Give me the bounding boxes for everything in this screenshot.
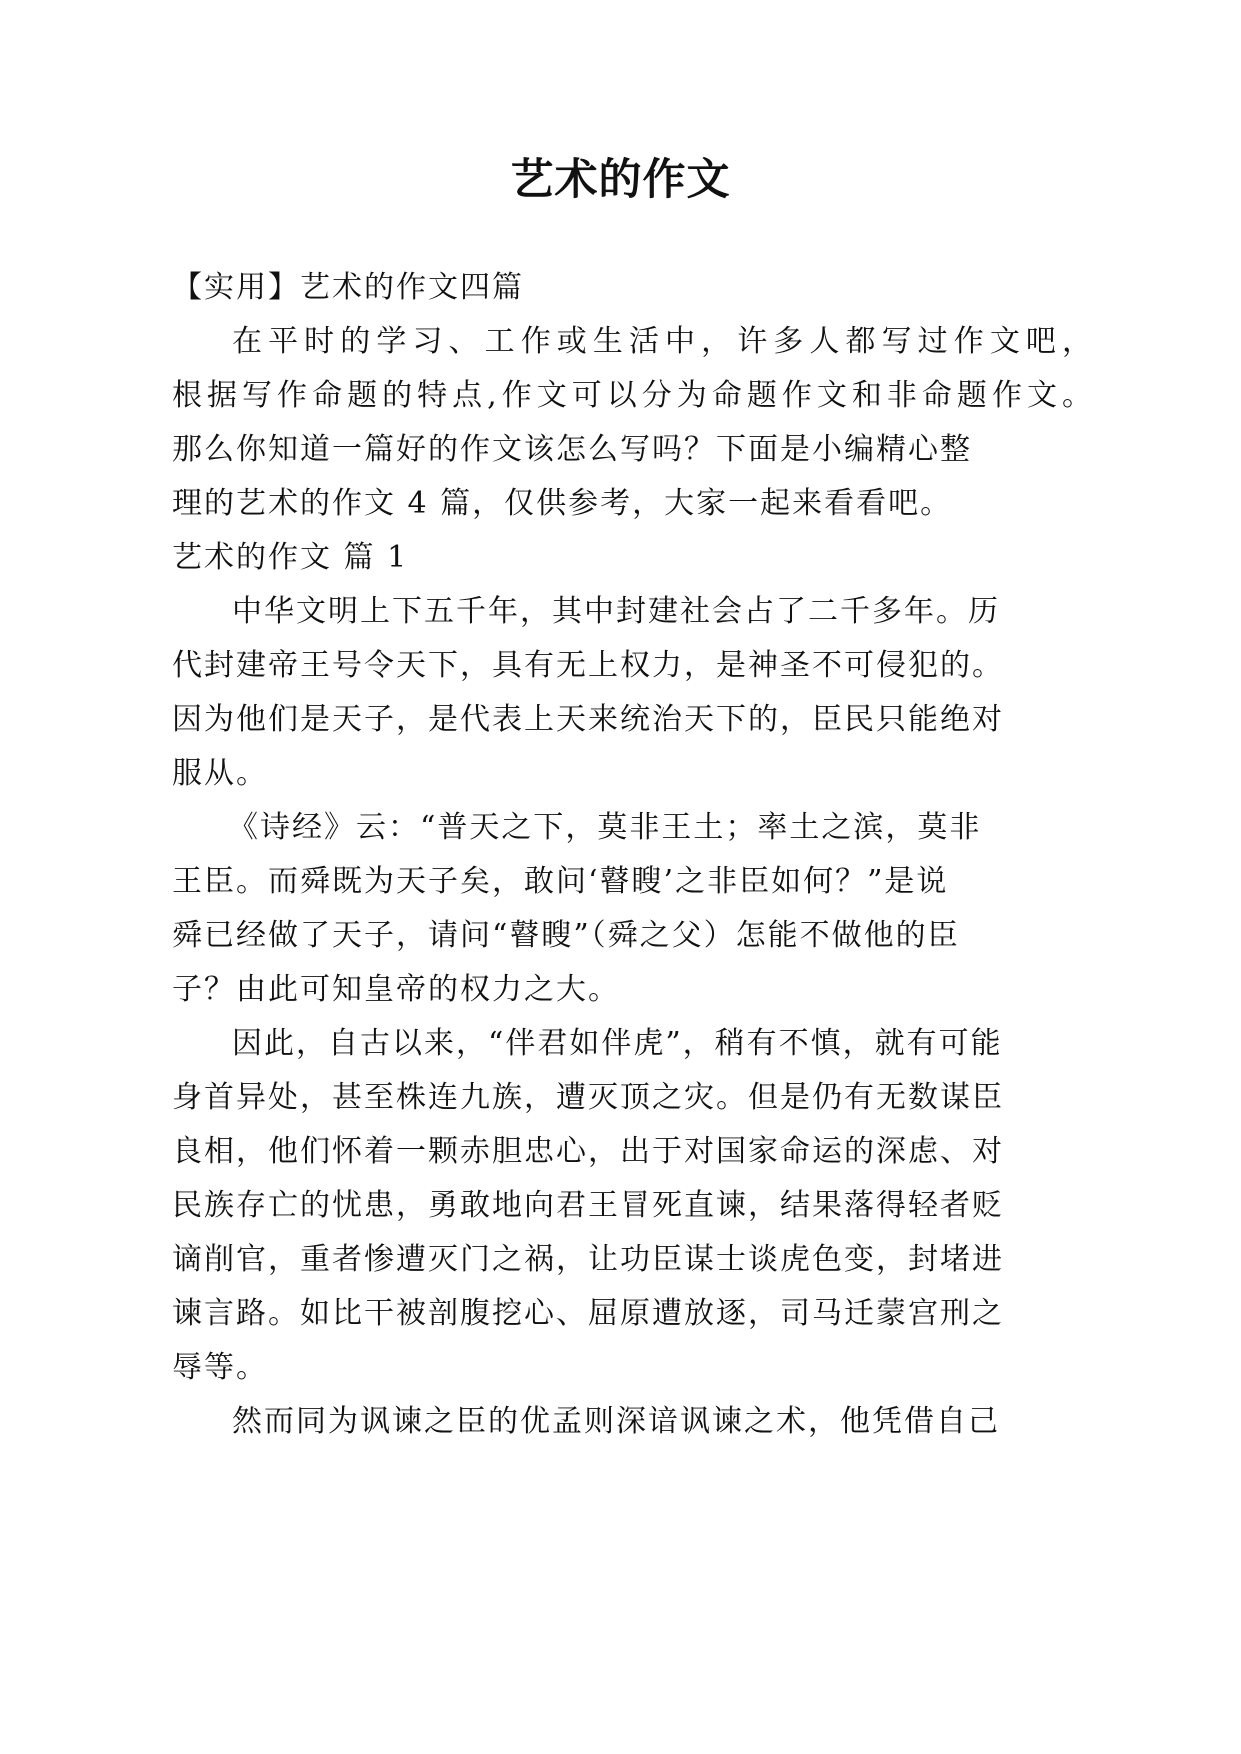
paragraph-line: 王臣。而舜既为天子矣，敢问‘瞽瞍’之非臣如何？”是说: [172, 864, 949, 899]
paragraph-line: 子？由此可知皇帝的权力之大。: [172, 972, 620, 1007]
paragraph-line: 辱等。: [172, 1350, 268, 1385]
intro-line: 在平时的学习、工作或生活中，许多人都写过作文吧，: [232, 324, 1094, 359]
intro-line: 根据写作命题的特点,作文可以分为命题作文和非命题作文。: [172, 378, 1094, 413]
paragraph-line: 舜已经做了天子，请问“瞽瞍”（舜之父）怎能不做他的臣: [172, 918, 960, 953]
intro-line: 那么你知道一篇好的作文该怎么写吗？下面是小编精心整: [172, 432, 972, 467]
paragraph-line: 然而同为讽谏之臣的优孟则深谙讽谏之术，他凭借自己: [232, 1404, 1000, 1439]
paragraph-line: 服从。: [172, 756, 268, 791]
paragraph-line: 谪削官，重者惨遭灭门之祸，让功臣谋士谈虎色变，封堵进: [172, 1242, 1004, 1277]
paragraph-line: 中华文明上下五千年，其中封建社会占了二千多年。历: [232, 594, 1000, 629]
paragraph-line: 因为他们是天子，是代表上天来统治天下的，臣民只能绝对: [172, 702, 1004, 737]
paragraph-line: 因此，自古以来，“伴君如伴虎”，稍有不慎，就有可能: [232, 1026, 1003, 1061]
paragraph-line: 民族存亡的忧患，勇敢地向君王冒死直谏，结果落得轻者贬: [172, 1188, 1004, 1223]
section-heading: 艺术的作文 篇 1: [172, 540, 409, 575]
paragraph-line: 《诗经》云：“普天之下，莫非王土；率土之滨，莫非: [228, 810, 982, 845]
document-subtitle: 【实用】艺术的作文四篇: [172, 270, 524, 305]
paragraph-line: 身首异处，甚至株连九族，遭灭顶之灾。但是仍有无数谋臣: [172, 1080, 1004, 1115]
paragraph-line: 谏言路。如比干被剖腹挖心、屈原遭放逐，司马迁蒙宫刑之: [172, 1296, 1004, 1331]
paragraph-line: 代封建帝王号令天下，具有无上权力，是神圣不可侵犯的。: [172, 648, 1004, 683]
document-title: 艺术的作文: [510, 155, 731, 205]
paragraph-line: 良相，他们怀着一颗赤胆忠心，出于对国家命运的深虑、对: [172, 1134, 1004, 1169]
intro-line: 理的艺术的作文 4 篇，仅供参考，大家一起来看看吧。: [172, 486, 953, 521]
